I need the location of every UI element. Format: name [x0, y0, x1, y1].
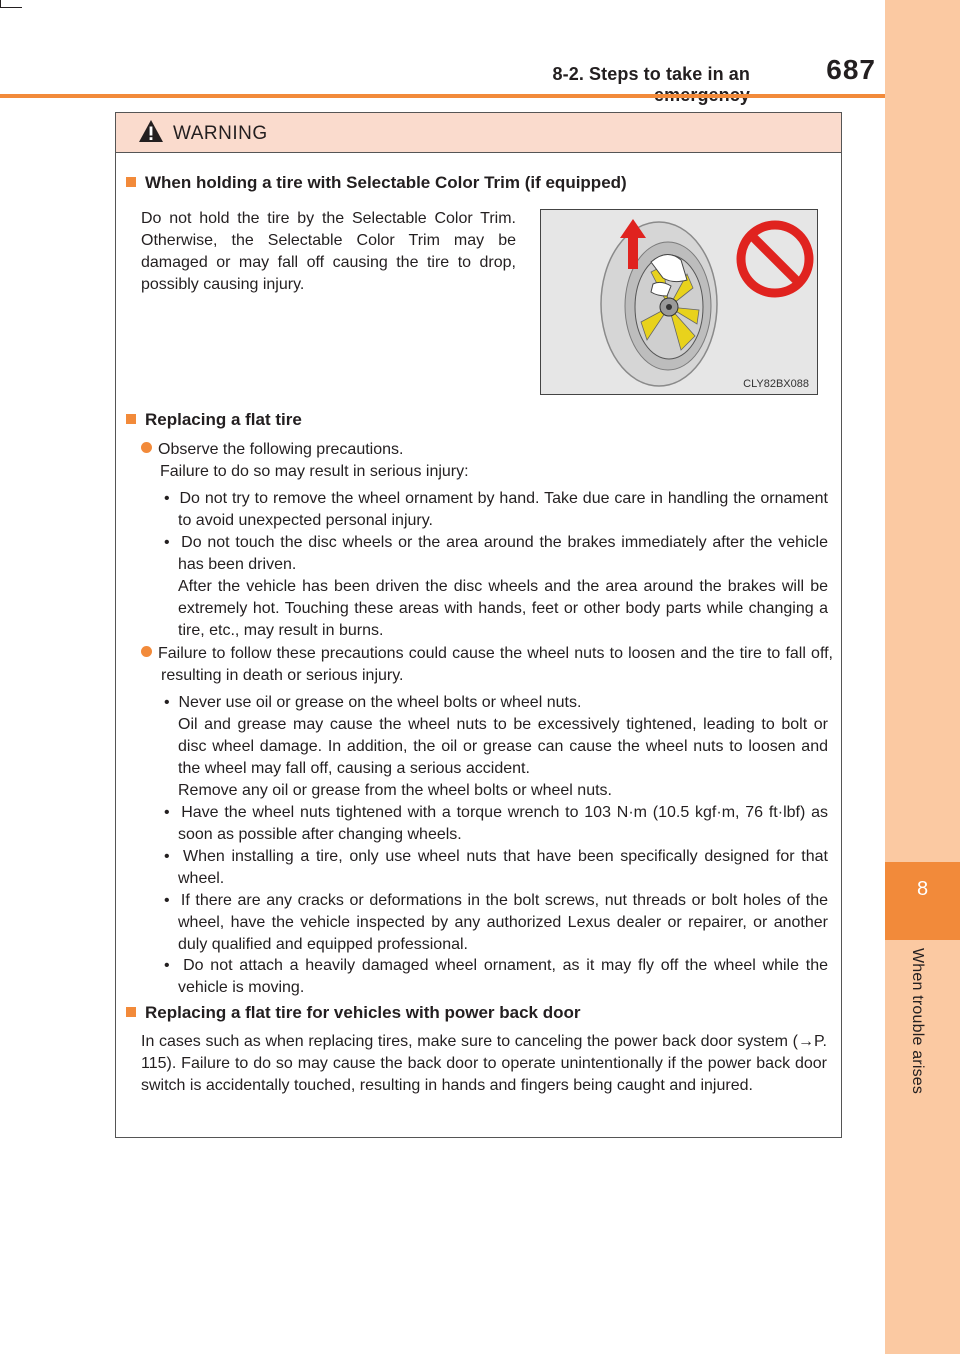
- section-paragraph: In cases such as when replacing tires, make sure to canceling the power back door system (→P. 115). Failure to do so may cause the back door to operate unintentionally if the power back door switch is accidentally touched, resulting in hands and fingers being caught and injured.: [141, 1033, 827, 1094]
- point: [141, 439, 831, 483]
- list-item: • Never use oil or grease on the wheel bolts or wheel nuts.: [164, 694, 582, 711]
- figure-code: CLY82BX088: [743, 378, 809, 390]
- list-item: • Do not attach a heavily damaged wheel ornament, as it may fly off the wheel while the vehicle is moving.: [164, 957, 829, 996]
- point-text: Failure to follow these precautions could cause the wheel nuts to loosen and the tire to fall off, resulting in death or serious injury.: [158, 645, 833, 684]
- list-item-text: Never use oil or grease on the wheel bolts or wheel nuts.: [178, 694, 582, 711]
- list-item-text: If there are any cracks or deformations in the bolt screws, nut threads or bolt holes of the wheel, have the vehicle inspected by any authorized Lexus dealer or repairer, or another duly qualified and equipped professional.: [178, 892, 829, 953]
- warning-title: WARNING: [173, 123, 268, 144]
- list-item-text: Do not attach a heavily damaged wheel ornament, as it may fly off the wheel while the vehicle is moving.: [178, 957, 829, 996]
- list-item-text: Do not touch the disc wheels or the area around the brakes immediately after the vehicle has been driven.: [178, 534, 828, 573]
- list-item: • When installing a tire, only use wheel nuts that have been specifically designed for that wheel.: [164, 848, 828, 887]
- circle-bullet-icon: [141, 442, 152, 453]
- list-item: • Have the wheel nuts tightened with a torque wrench to 103 N·m (10.5 kgf·m, 76 ft·lbf) as soon as possible after changing wheels.: [164, 804, 829, 843]
- square-bullet-icon: [126, 1007, 136, 1017]
- section-title-text: Replacing a flat tire: [145, 410, 302, 429]
- section-title-text: Replacing a flat tire for vehicles with power back door: [145, 1003, 581, 1022]
- tire-handling-illustration: [540, 209, 818, 395]
- section-title: [126, 173, 826, 193]
- section-header: 8-2. Steps to take in an: [552, 64, 750, 84]
- list-item-continuation: After the vehicle has been driven the disc wheels and the area around the brakes will be extremely hot. Touching these areas with hands, feet or other body parts while changing a tire, etc., may result in burns.: [178, 578, 828, 639]
- header-rule: [0, 94, 885, 98]
- list-item-text: Do not try to remove the wheel ornament by hand. Take due care in handling the ornament to avoid unexpected personal injury.: [178, 490, 829, 529]
- side-tab-strip: [885, 0, 960, 1354]
- list-item-text: Have the wheel nuts tightened with a torque wrench to 103 N·m (10.5 kgf·m, 76 ft·lbf) as soon as possible after changing wheels.: [178, 804, 829, 843]
- square-bullet-icon: [126, 414, 136, 424]
- point-text: Failure to do so may result in serious injury:: [160, 463, 469, 480]
- chapter-title: When trouble arises: [909, 948, 926, 1095]
- list-item: • Do not touch the disc wheels or the area around the brakes immediately after the vehicle has been driven.: [164, 534, 828, 573]
- crop-mark: [0, 7, 22, 8]
- section-title: [126, 1003, 826, 1023]
- point: [141, 643, 833, 687]
- list-item-continuation: Oil and grease may cause the wheel nuts to be excessively tightened, leading to bolt or disc wheel damage. In addition, the oil or grease can cause the wheel nuts to loosen and the wheel may fall off, causing a serious accident.: [178, 716, 828, 777]
- warning-header: [116, 113, 841, 153]
- section-paragraph: Do not hold the tire by the Selectable Color Trim. Otherwise, the Selectable Color Trim may be damaged or may fall off causing the tire to drop, possibly causing injury.: [141, 210, 516, 293]
- chapter-tab[interactable]: [885, 862, 960, 940]
- prohibition-icon: [735, 219, 815, 299]
- chapter-number: 8: [916, 878, 929, 900]
- point-text: Observe the following precautions.: [158, 441, 404, 458]
- square-bullet-icon: [126, 177, 136, 187]
- list-item: • If there are any cracks or deformations in the bolt screws, nut threads or bolt holes of the wheel, have the vehicle inspected by any authorized Lexus dealer or repairer, or another duly qualified and equipped professional.: [164, 892, 829, 953]
- list-item-continuation: Remove any oil or grease from the wheel bolts or wheel nuts.: [178, 782, 612, 799]
- warning-triangle-icon: [138, 119, 164, 148]
- circle-bullet-icon: [141, 646, 152, 657]
- list-item: • Do not try to remove the wheel ornament by hand. Take due care in handling the ornament to avoid unexpected personal injury.: [164, 490, 829, 529]
- page-number: 687: [826, 54, 876, 85]
- up-arrow-icon: [619, 218, 647, 270]
- list-item-text: When installing a tire, only use wheel nuts that have been specifically designed for that wheel.: [178, 848, 828, 887]
- section-title-text: When holding a tire with Selectable Color Trim (if equipped): [145, 173, 627, 192]
- section-title: [126, 410, 826, 430]
